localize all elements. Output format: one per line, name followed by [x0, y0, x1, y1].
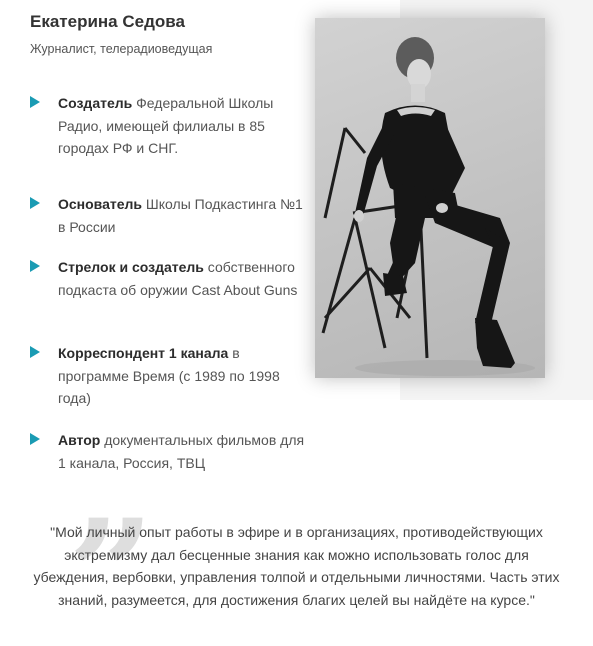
- speaker-quote: "Мой личный опыт работы в эфире и в организациях, противодействующих экстремизму дал бесценные знания как можно использовать голос для убеждения, вербовки, управления толпой и отдельными личностями. Часть этих знаний, разумеется, для достижения благих целей вы найдёте на курсе.": [33, 524, 560, 608]
- achievement-title: Корреспондент 1 канала: [58, 345, 229, 361]
- achievement-title: Стрелок и создатель: [58, 259, 204, 275]
- achievement-item: [30, 342, 305, 410]
- speaker-role: Журналист, телерадиоведущая: [30, 42, 213, 56]
- bullet-arrow-icon: [30, 197, 40, 209]
- quote-mark-icon: ”: [68, 487, 155, 646]
- speaker-photo: [315, 18, 545, 378]
- achievement-description: Школы Подкастинга №1 в России: [58, 196, 303, 235]
- bullet-arrow-icon: [30, 433, 40, 445]
- bullet-arrow-icon: [30, 96, 40, 108]
- bullet-arrow-icon: [30, 260, 40, 272]
- achievement-description: документальных фильмов для 1 канала, Россия, ТВЦ: [58, 432, 305, 471]
- achievement-description: в программе Время (с 1989 по 1998 года): [58, 345, 280, 406]
- achievement-item: [30, 256, 305, 301]
- achievement-item: [30, 92, 305, 160]
- bullet-arrow-icon: [30, 346, 40, 358]
- achievement-description: Федеральной Школы Радио, имеющей филиалы в 85 городах РФ и СНГ.: [58, 95, 274, 156]
- speaker-name: Екатерина Седова: [30, 12, 185, 31]
- achievement-title: Автор: [58, 432, 101, 448]
- achievement-title: Создатель: [58, 95, 133, 111]
- achievement-item: [30, 193, 305, 238]
- achievement-description: собственного подкаста об оружии Cast About Guns: [58, 259, 298, 298]
- achievement-item: [30, 429, 305, 474]
- achievement-title: Основатель: [58, 196, 143, 212]
